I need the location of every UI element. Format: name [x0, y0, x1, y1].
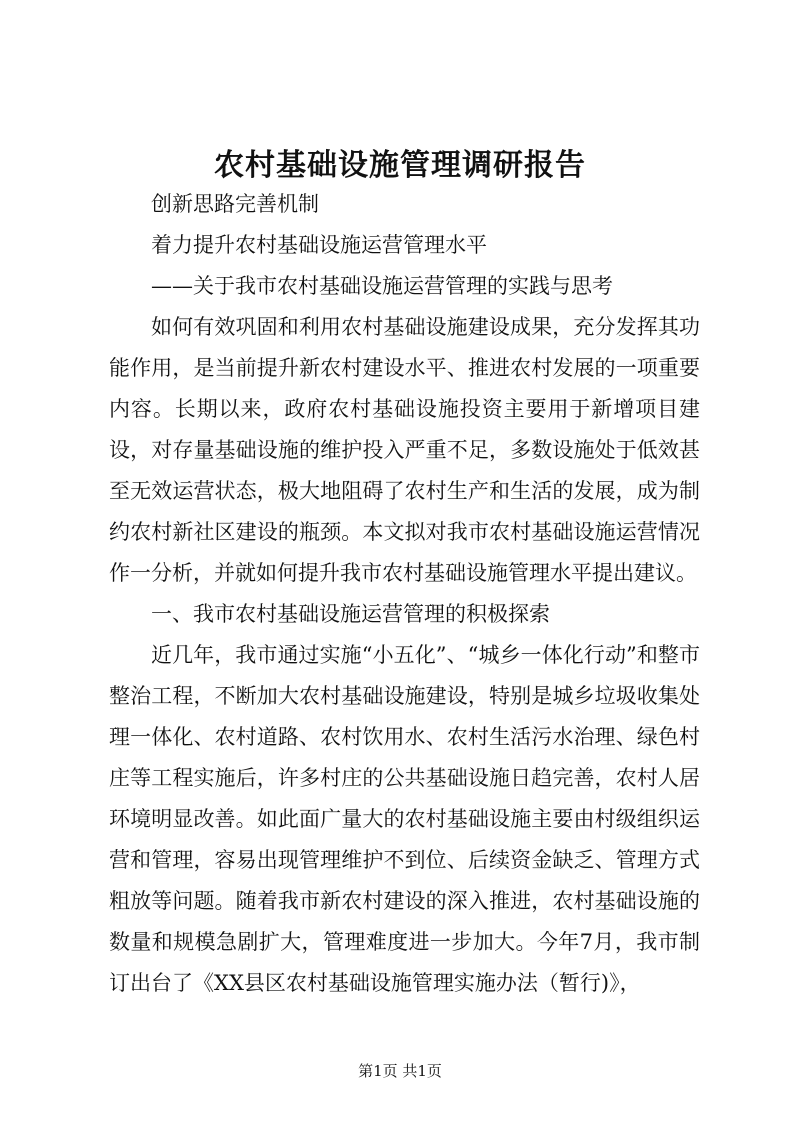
paragraph-intro: 如何有效巩固和利用农村基础设施建设成果，充分发挥其功能作用，是当前提升新农村建设水平、推进农村发展的一项重要内容。长期以来，政府农村基础设施投资主要用于新增项目建设，对存量基础设施的维护投入严重不足，多数设施处于低效甚至无效运营状态，极大地阻碍了农村生产和生活的发展，成为制约农村新社区建设的瓶颈。本文拟对我市农村基础设施运营情况作一分析，并就如何提升我市农村基础设施管理水平提出建议。 — [109, 315, 700, 585]
subtitle-1: 创新思路完善机制 — [151, 192, 319, 216]
section-heading-1: 一、我市农村基础设施运营管理的积极探索 — [151, 602, 550, 626]
page-footer: 第1页 共1页 — [358, 1062, 442, 1080]
document-body — [109, 184, 700, 1004]
document-title: 农村基础设施管理调研报告 — [214, 148, 586, 183]
subtitle-2: 着力提升农村基础设施运营管理水平 — [151, 233, 487, 257]
subtitle-3: ——关于我市农村基础设施运营管理的实践与思考 — [151, 274, 613, 298]
paragraph-section-1: 近几年，我市通过实施“小五化”、“城乡一体化行动”和整市整治工程，不断加大农村基础设施建设，特别是城乡垃圾收集处理一体化、农村道路、农村饮用水、农村生活污水治理、绿色村庄等工程实施后，许多村庄的公共基础设施日趋完善，农村人居环境明显改善。如此面广量大的农村基础设施主要由村级组织运营和管理，容易出现管理维护不到位、后续资金缺乏、管理方式粗放等问题。随着我市新农村建设的深入推进，农村基础设施的数量和规模急剧扩大，管理难度进一步加大。今年7月，我市制订出台了《XX县区农村基础设施管理实施办法（暂行)》， — [109, 643, 700, 995]
